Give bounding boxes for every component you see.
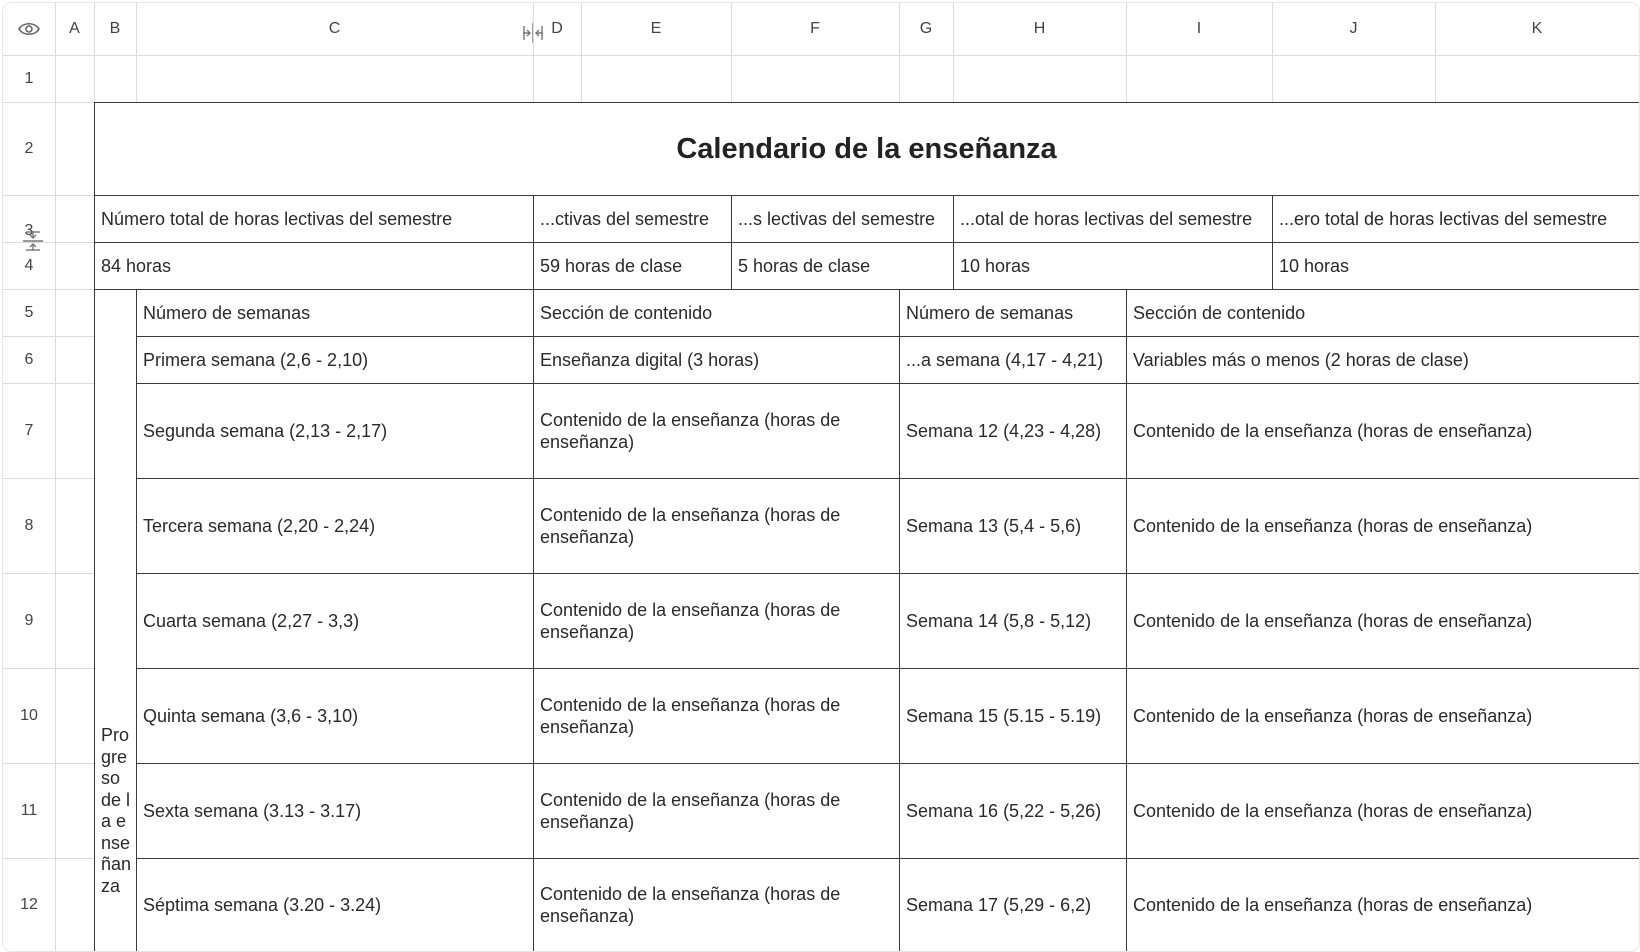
row-header-4[interactable]: 4 <box>24 256 34 274</box>
week-left-cell[interactable]: Sexta semana (3.13 - 3.17) <box>143 801 362 821</box>
column-header-k[interactable]: K <box>1531 20 1543 37</box>
hours-value-cell[interactable]: 10 horas <box>1279 256 1350 276</box>
hours-header-cell[interactable]: ...ero total de horas lectivas del semestre <box>1279 209 1608 229</box>
row-header-11[interactable]: 11 <box>20 801 38 819</box>
column-header-e[interactable]: E <box>650 20 662 37</box>
content-right-cell[interactable]: Contenido de la enseñanza (horas de enseñanza) <box>1133 611 1533 631</box>
gridline <box>3 55 1639 56</box>
gridline <box>3 478 94 479</box>
row-header-9[interactable]: 9 <box>24 611 34 629</box>
week-left-cell[interactable]: Cuarta semana (2,27 - 3,3) <box>143 611 360 631</box>
week-left-cell[interactable]: Segunda semana (2,13 - 2,17) <box>143 421 388 441</box>
column-header-j[interactable]: J <box>1349 20 1358 37</box>
week-right-cell[interactable]: ...a semana (4,17 - 4,21) <box>906 350 1104 370</box>
week-right-cell[interactable]: Semana 13 (5,4 - 5,6) <box>906 516 1082 536</box>
row-header-7[interactable]: 7 <box>24 421 34 439</box>
row-header-1[interactable]: 1 <box>24 69 34 87</box>
gridline <box>3 383 94 384</box>
gridline <box>3 336 94 337</box>
gridline <box>3 242 94 243</box>
table-title[interactable]: Calendario de la enseñanza <box>676 132 1057 165</box>
gridline <box>899 3 900 102</box>
content-left-cell[interactable]: Contenido de la enseñanza (horas de enseñanza) <box>540 505 841 547</box>
row-header-12[interactable]: 12 <box>20 895 38 913</box>
gridline <box>533 3 534 102</box>
row-resize-icon[interactable] <box>21 229 45 253</box>
gridline <box>1272 3 1273 102</box>
content-right-cell[interactable]: Contenido de la enseñanza (horas de enseñanza) <box>1133 895 1533 915</box>
column-header-i[interactable]: I <box>1196 20 1202 37</box>
hours-value-cell[interactable]: 84 horas <box>101 256 172 276</box>
gridline <box>581 3 582 102</box>
column-header-a[interactable]: A <box>69 20 80 37</box>
row-header-8[interactable]: 8 <box>24 516 34 534</box>
row-header-2[interactable]: 2 <box>24 139 34 157</box>
week-left-cell[interactable]: Séptima semana (3.20 - 3.24) <box>143 895 382 915</box>
hours-value-cell[interactable]: 10 horas <box>960 256 1031 276</box>
hours-header-cell[interactable]: ...otal de horas lectivas del semestre <box>960 209 1253 229</box>
content-left-cell[interactable]: Contenido de la enseñanza (horas de enseñanza) <box>540 790 841 832</box>
week-left-cell[interactable]: Tercera semana (2,20 - 2,24) <box>143 516 376 536</box>
content-header-left[interactable]: Sección de contenido <box>540 303 713 323</box>
row-header-6[interactable]: 6 <box>24 350 34 368</box>
hours-value-cell[interactable]: 5 horas de clase <box>738 256 871 276</box>
hours-header-cell[interactable]: ...ctivas del semestre <box>540 209 710 229</box>
gridline <box>1435 3 1436 102</box>
content-header-right[interactable]: Sección de contenido <box>1133 303 1306 323</box>
week-right-cell[interactable]: Semana 17 (5,29 - 6,2) <box>906 895 1092 915</box>
content-right-cell[interactable]: Contenido de la enseñanza (horas de enseñanza) <box>1133 706 1533 726</box>
progress-label[interactable]: Progreso de la enseñanza <box>101 725 132 896</box>
gridline <box>731 3 732 102</box>
gridline <box>1126 3 1127 102</box>
gridline <box>3 289 94 290</box>
content-right-cell[interactable]: Contenido de la enseñanza (horas de enseñanza) <box>1133 801 1533 821</box>
gridline <box>953 3 954 102</box>
column-header-h[interactable]: H <box>1033 20 1046 37</box>
content-left-cell[interactable]: Enseñanza digital (3 horas) <box>540 350 760 370</box>
spreadsheet <box>2 2 1640 952</box>
content-left-cell[interactable]: Contenido de la enseñanza (horas de enseñanza) <box>540 600 841 642</box>
gridline <box>3 763 94 764</box>
weeks-header-right[interactable]: Número de semanas <box>906 303 1074 323</box>
column-header-f[interactable]: F <box>810 20 820 37</box>
hours-header-cell[interactable]: Número total de horas lectivas del semestre <box>101 209 453 229</box>
gridline <box>3 102 94 103</box>
week-right-cell[interactable]: Semana 16 (5,22 - 5,26) <box>906 801 1102 821</box>
gridline <box>3 668 94 669</box>
row-header-10[interactable]: 10 <box>20 706 38 724</box>
row-header-5[interactable]: 5 <box>24 303 34 321</box>
gridline <box>3 858 94 859</box>
content-left-cell[interactable]: Contenido de la enseñanza (horas de enseñanza) <box>540 884 841 926</box>
week-left-cell[interactable]: Quinta semana (3,6 - 3,10) <box>143 706 359 726</box>
gridline <box>94 3 95 102</box>
hours-header-cell[interactable]: ...s lectivas del semestre <box>738 209 936 229</box>
week-right-cell[interactable]: Semana 14 (5,8 - 5,12) <box>906 611 1092 631</box>
eye-icon[interactable] <box>3 3 55 55</box>
gridline <box>3 573 94 574</box>
row-header-3[interactable]: 3 <box>24 221 34 239</box>
gridline <box>136 3 137 102</box>
weeks-header-left[interactable]: Número de semanas <box>143 303 311 323</box>
week-right-cell[interactable]: Semana 12 (4,23 - 4,28) <box>906 421 1102 441</box>
week-left-cell[interactable]: Primera semana (2,6 - 2,10) <box>143 350 369 370</box>
column-header-g[interactable]: G <box>919 20 933 37</box>
content-right-cell[interactable]: Contenido de la enseñanza (horas de enseñanza) <box>1133 421 1533 441</box>
column-header-d[interactable]: D <box>551 20 563 37</box>
content-right-cell[interactable]: Variables más o menos (2 horas de clase) <box>1133 350 1469 370</box>
week-right-cell[interactable]: Semana 15 (5.15 - 5.19) <box>906 706 1102 726</box>
column-header-b[interactable]: B <box>109 20 121 37</box>
gridline <box>55 3 56 951</box>
content-left-cell[interactable]: Contenido de la enseñanza (horas de enseñanza) <box>540 695 841 737</box>
hours-value-cell[interactable]: 59 horas de clase <box>540 256 683 276</box>
column-header-c[interactable]: C <box>328 20 341 37</box>
gridline <box>3 195 94 196</box>
content-right-cell[interactable]: Contenido de la enseñanza (horas de enseñanza) <box>1133 516 1533 536</box>
content-left-cell[interactable]: Contenido de la enseñanza (horas de enseñanza) <box>540 410 841 452</box>
